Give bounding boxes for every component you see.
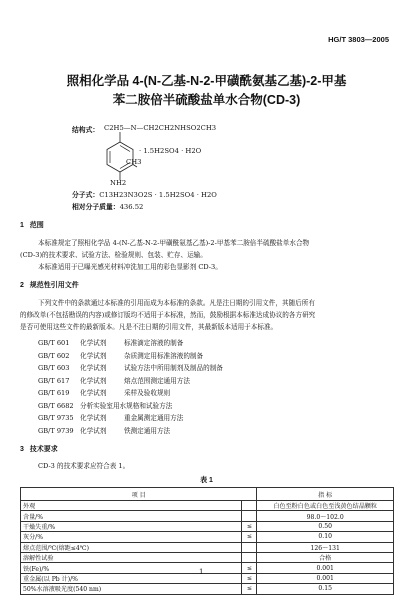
page-number: 1 [199, 568, 204, 576]
table-header-row [21, 488, 394, 501]
table-row: 熔点范围/℃(熔距≤4℃) 126～131 [21, 542, 394, 552]
reference-item: GB/T 619 化学试剂 采样及验收规则 [38, 389, 171, 397]
molecular-formula-value: C13H23N3O2S · 1.5H2SO4 · H2O [99, 191, 217, 199]
section-3-title: 技术要求 [29, 446, 58, 453]
spec-table [20, 487, 394, 595]
section-1-number: 1 [20, 222, 24, 229]
tech-requirement-text: CD-3 的技术要求应符合表 1。 [38, 462, 130, 470]
section-2-heading [20, 280, 79, 290]
table-row: 重金属(以 Pb 计)/% ≤ 0.001 [21, 573, 394, 583]
scope-line-3: 本标准适用于已曝光感光材料冲洗加工用的彩色显影剂 CD-3。 [38, 263, 222, 271]
reference-item: GB/T 601 化学试剂 标准滴定溶液的制备 [38, 339, 184, 347]
structure-salt: · 1.5H2SO4 · H2O [139, 147, 202, 155]
reference-list [38, 337, 223, 437]
table-row: 灰分/% ≤ 0.10 [21, 532, 394, 542]
refs-intro-line-3: 是否可使用这些文件的最新版本。凡是不注日期的引用文件，其最新版本适用于本标准。 [20, 323, 278, 331]
table-caption: 表 1 [200, 477, 213, 484]
section-2-title: 规范性引用文件 [29, 282, 79, 289]
reference-item: GB/T 603 化学试剂 试验方法中所用制剂及制品的制备 [38, 364, 223, 372]
scope-line-2: (CD-3)的技术要求、试验方法、检验规则、包装、贮存、运输。 [20, 251, 207, 259]
section-3-heading [20, 444, 58, 454]
table-row: 铁(Fe)/% ≤ 0.001 [21, 563, 394, 573]
header-item: 项 目 [21, 488, 257, 501]
section-1-heading [20, 220, 44, 230]
refs-intro-line-2: 的修改单(不包括勘误的内容)或修订版均不适用于本标准，然而，鼓励根据本标准达成协议的各方研究 [20, 311, 316, 319]
reference-item: GB/T 617 化学试剂 熔点范围测定通用方法 [38, 376, 190, 385]
table-row: 含量/% 98.0～102.0 [21, 511, 394, 521]
structure-methyl: CH3 [126, 158, 142, 166]
reference-item: GB/T 9735 化学试剂 重金属测定通用方法 [38, 414, 184, 422]
reference-item: GB/T 602 化学试剂 杂质测定用标准溶液的制备 [38, 351, 204, 360]
molecular-mass-label: 相对分子质量： [72, 204, 120, 211]
table-row: 溶解性试验 合格 [21, 552, 394, 562]
structure-top-formula: C2H5—N—CH2CH2NHSO2CH3 [104, 124, 217, 132]
document-title-line-2: 苯二胺倍半硫酸盐单水合物(CD-3) [112, 93, 301, 107]
table-row: 干燥失重/% ≤ 0.50 [21, 521, 394, 531]
scope-line-1: 本标准规定了照相化学品 4-(N-乙基-N-2-甲磺酰氨基乙基)-2-甲基苯二胺倍半硫酸盐单水合物 [38, 239, 310, 247]
document-title-line-1: 照相化学品 4-(N-乙基-N-2-甲磺酰氨基乙基)-2-甲基 [66, 74, 347, 88]
section-2-number: 2 [20, 282, 24, 289]
molecular-mass-value: 436.52 [119, 203, 144, 211]
reference-item: GB/T 9739 化学试剂 铁测定通用方法 [38, 426, 171, 435]
standard-number: HG/T 3803—2005 [328, 35, 389, 44]
structure-amine: NH2 [110, 179, 127, 187]
section-3-number: 3 [20, 446, 24, 453]
structure-label: 结构式： [72, 127, 100, 134]
section-1-title: 范围 [29, 222, 44, 229]
molecular-formula-label: 分子式： [72, 192, 100, 199]
refs-intro-line-1: 下列文件中的条款通过本标准的引用而成为本标准的条款。凡是注日期的引用文件，其随后所有 [38, 299, 315, 307]
table-row: 外观 白色至粉白色或白色至浅黄色结晶颗粒 [21, 501, 394, 511]
reference-item: GB/T 6682 分析实验室用水规格和试验方法 [38, 401, 173, 410]
table-row: 50%水溶液吸光度(540 nm) ≤ 0.15 [21, 584, 394, 594]
header-value: 指 标 [257, 488, 394, 501]
